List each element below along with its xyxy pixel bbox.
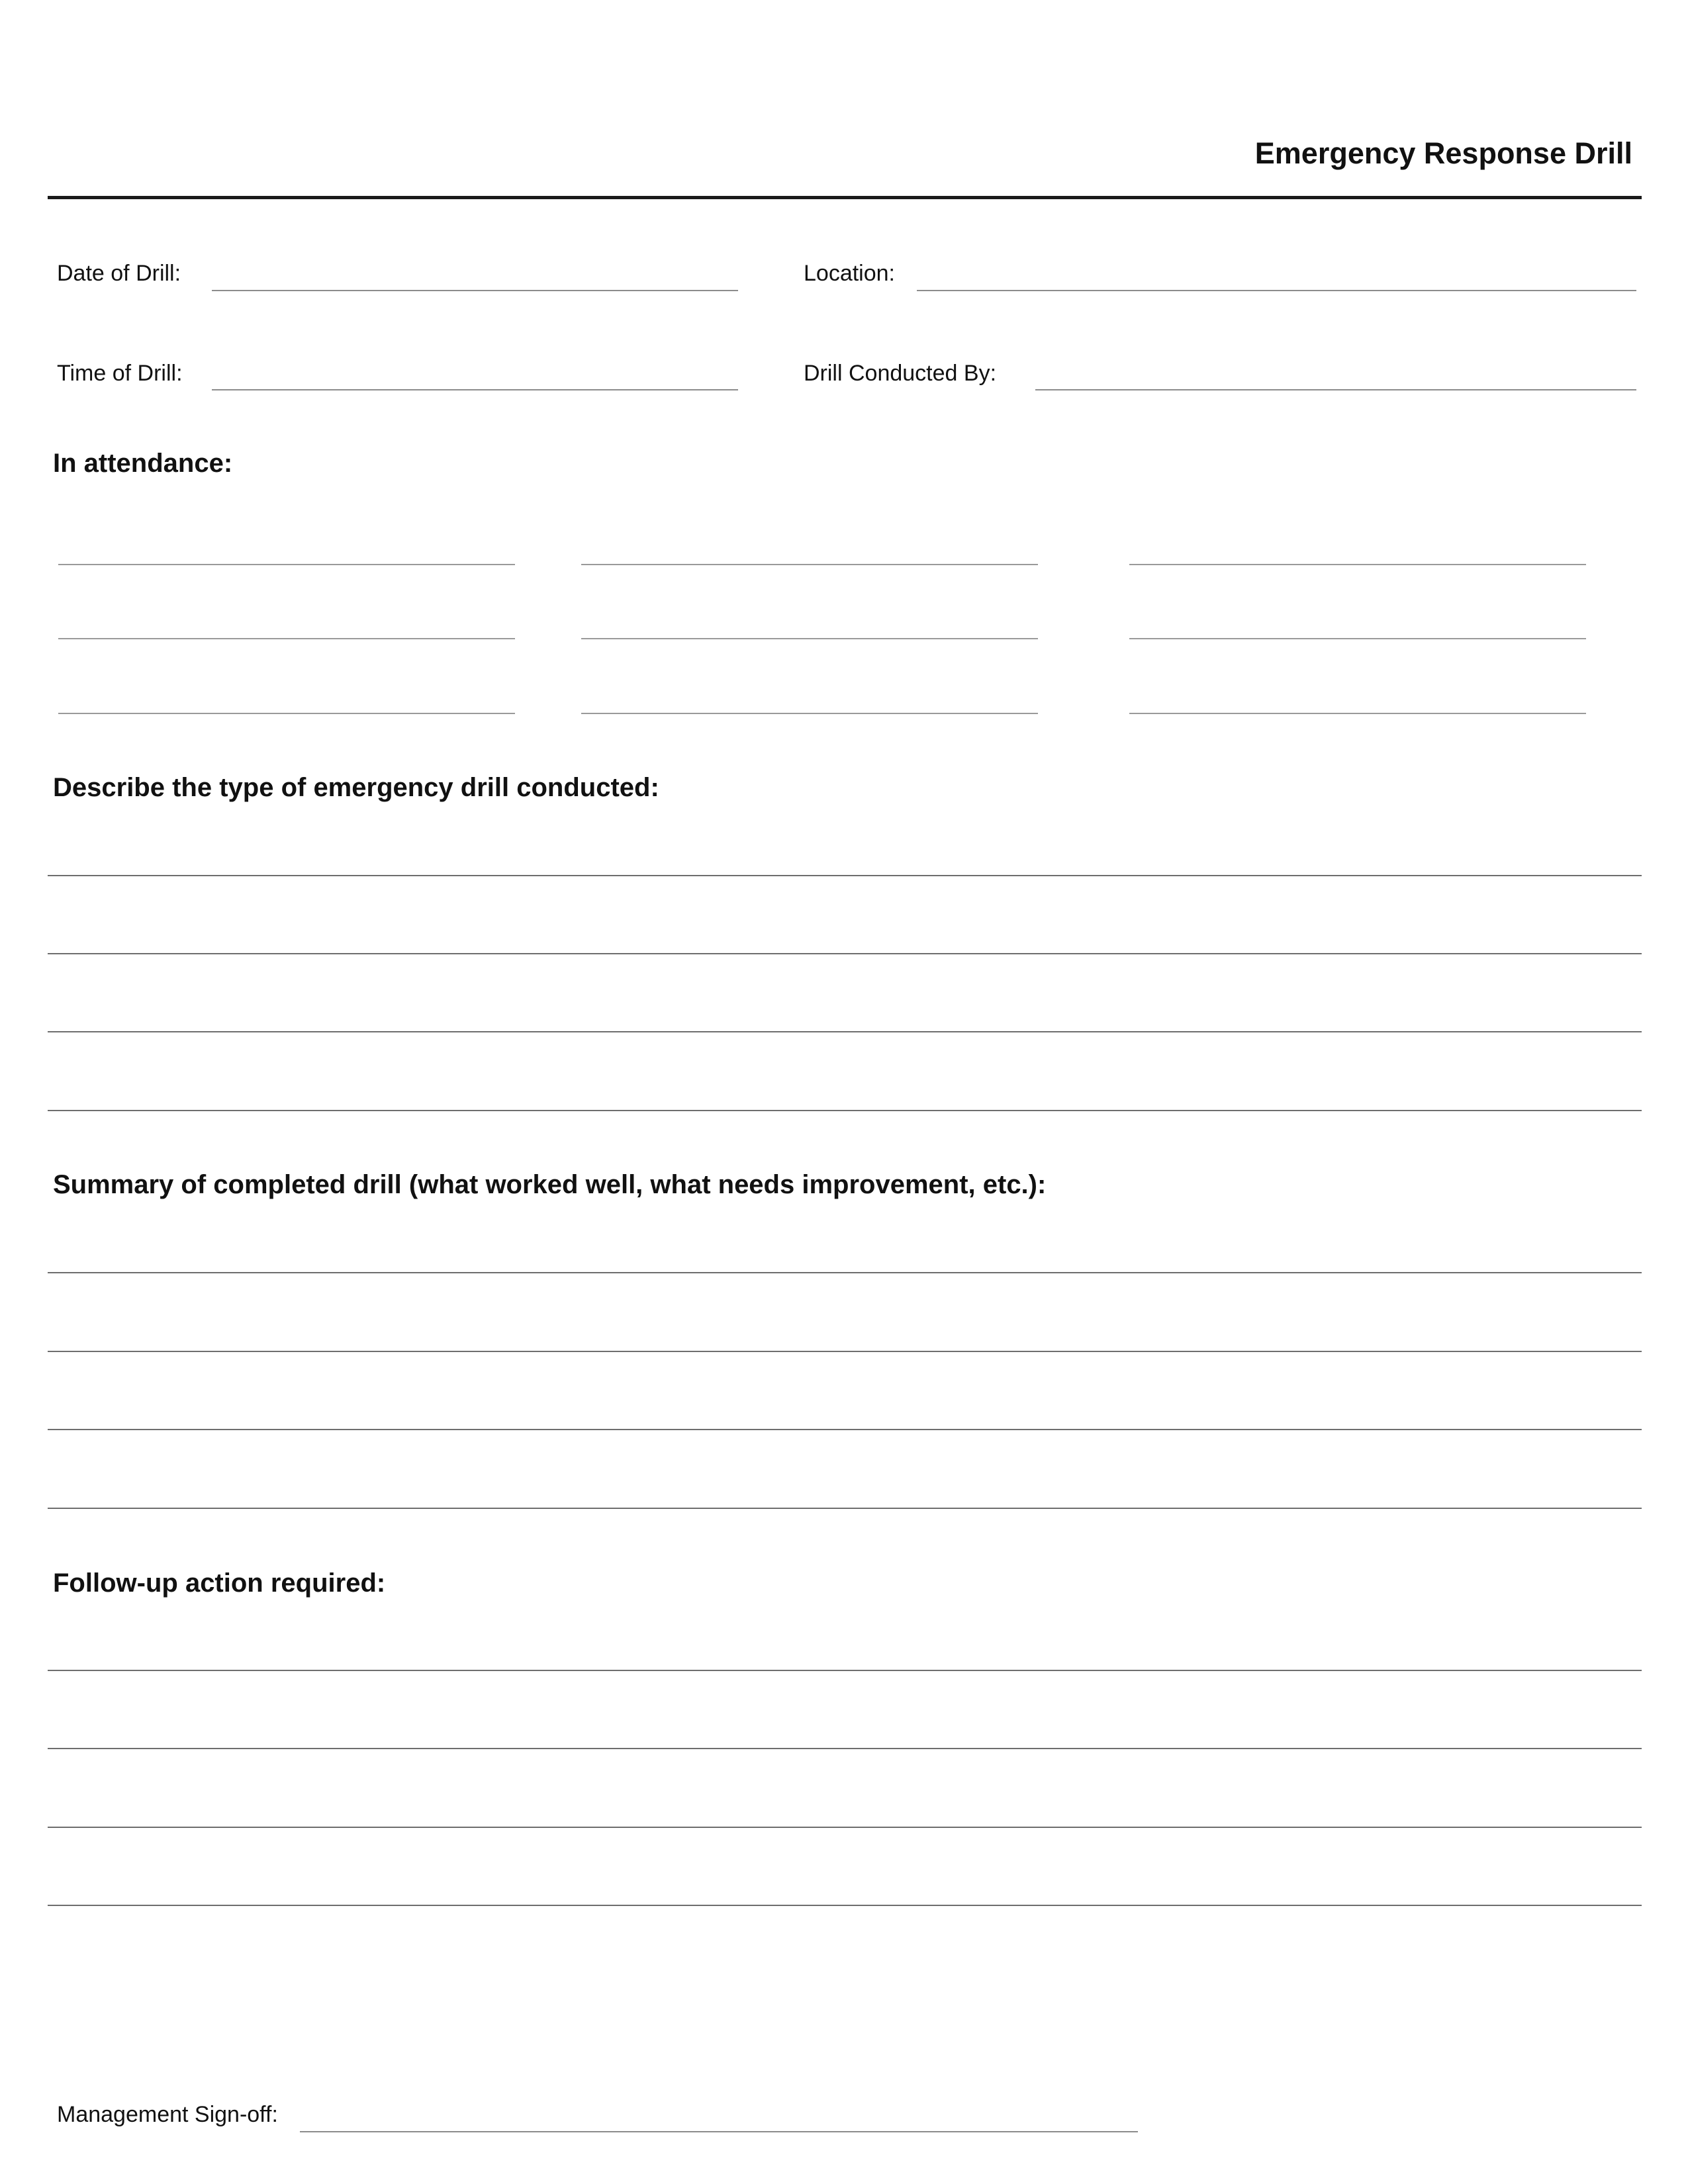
summary-heading: Summary of completed drill (what worked well, what needs improvement, etc.):	[53, 1170, 1047, 1199]
drill-type-line[interactable]	[48, 953, 1642, 954]
attendee-field[interactable]	[1129, 564, 1586, 565]
drill-type-line[interactable]	[48, 875, 1642, 876]
title-divider	[48, 196, 1642, 199]
management-signoff-field[interactable]	[300, 2131, 1138, 2132]
management-signoff-label: Management Sign-off:	[57, 2102, 278, 2127]
summary-line[interactable]	[48, 1429, 1642, 1430]
attendee-field[interactable]	[1129, 638, 1586, 639]
follow-up-line[interactable]	[48, 1670, 1642, 1671]
drill-conducted-by-label: Drill Conducted By:	[804, 361, 997, 386]
follow-up-heading: Follow-up action required:	[53, 1569, 386, 1598]
drill-conducted-by-field[interactable]	[1035, 389, 1636, 390]
location-label: Location:	[804, 261, 895, 286]
attendee-field[interactable]	[58, 564, 515, 565]
attendee-field[interactable]	[581, 564, 1038, 565]
attendee-field[interactable]	[58, 713, 515, 714]
drill-type-line[interactable]	[48, 1031, 1642, 1032]
drill-type-line[interactable]	[48, 1110, 1642, 1111]
attendee-field[interactable]	[1129, 713, 1586, 714]
drill-type-heading: Describe the type of emergency drill conducted:	[53, 773, 659, 802]
follow-up-line[interactable]	[48, 1827, 1642, 1828]
attendee-field[interactable]	[58, 638, 515, 639]
follow-up-line[interactable]	[48, 1748, 1642, 1749]
follow-up-line[interactable]	[48, 1905, 1642, 1906]
time-of-drill-field[interactable]	[212, 389, 738, 390]
date-of-drill-field[interactable]	[212, 290, 738, 291]
location-field[interactable]	[917, 290, 1636, 291]
form-title: Emergency Response Drill	[1254, 136, 1632, 170]
date-of-drill-label: Date of Drill:	[57, 261, 181, 286]
attendee-field[interactable]	[581, 638, 1038, 639]
time-of-drill-label: Time of Drill:	[57, 361, 183, 386]
summary-line[interactable]	[48, 1272, 1642, 1273]
attendee-field[interactable]	[581, 713, 1038, 714]
summary-line[interactable]	[48, 1351, 1642, 1352]
attendance-heading: In attendance:	[53, 449, 233, 478]
summary-line[interactable]	[48, 1508, 1642, 1509]
